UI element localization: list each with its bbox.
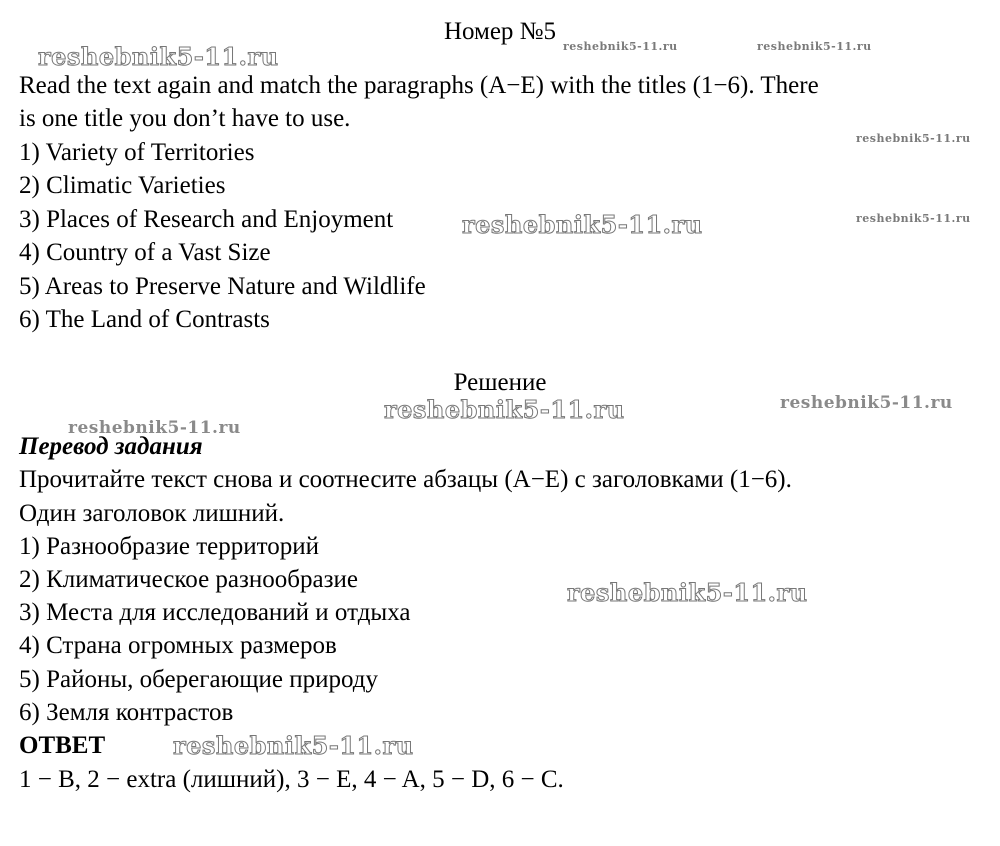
watermark: reshebnik5-11.ru xyxy=(173,731,414,760)
task-title-item: 6) The Land of Contrasts xyxy=(19,306,270,333)
translation-title-item: 1) Разнообразие территорий xyxy=(19,533,319,560)
translation-title-item: 4) Страна огромных размеров xyxy=(19,632,337,659)
task-title-item: 2) Climatic Varieties xyxy=(19,172,226,199)
watermark: reshebnik5-11.ru xyxy=(757,40,872,53)
watermark: reshebnik5-11.ru xyxy=(856,212,971,225)
task-instruction-line-1: Read the text again and match the paragraphs (A−E) with the titles (1−6). There xyxy=(19,72,819,99)
task-title-item: 5) Areas to Preserve Nature and Wildlife xyxy=(19,273,426,300)
translation-heading: Перевод задания xyxy=(19,433,203,460)
translation-line-2: Один заголовок лишний. xyxy=(19,500,285,527)
task-instruction-line-2: is one title you don’t have to use. xyxy=(19,105,351,132)
task-title-item: 3) Places of Research and Enjoyment xyxy=(19,206,394,233)
watermark: reshebnik5-11.ru xyxy=(856,132,971,145)
translation-title-item: 5) Районы, оберегающие природу xyxy=(19,666,378,693)
watermark: reshebnik5-11.ru xyxy=(384,395,625,424)
watermark: reshebnik5-11.ru xyxy=(563,40,678,53)
task-title-item: 4) Country of a Vast Size xyxy=(19,239,271,266)
translation-title-item: 3) Места для исследований и отдыха xyxy=(19,599,411,626)
watermark: reshebnik5-11.ru xyxy=(567,578,808,607)
answer-text: 1 − B, 2 − extra (лишний), 3 − E, 4 − A, 5 − D, 6 − C. xyxy=(19,766,564,793)
watermark: reshebnik5-11.ru xyxy=(462,210,703,239)
answer-label: ОТВЕТ xyxy=(19,732,106,759)
translation-title-item: 2) Климатическое разнообразие xyxy=(19,566,358,593)
watermark: reshebnik5-11.ru xyxy=(780,393,953,413)
watermark: reshebnik5-11.ru xyxy=(68,418,241,438)
solution-heading: Решение xyxy=(453,369,547,396)
translation-title-item: 6) Земля контрастов xyxy=(19,699,234,726)
task-title-item: 1) Variety of Territories xyxy=(19,139,255,166)
page-title: Номер №5 xyxy=(443,18,557,45)
watermark: reshebnik5-11.ru xyxy=(38,42,279,71)
translation-line-1: Прочитайте текст снова и соотнесите абзацы (A−E) с заголовками (1−6). xyxy=(19,466,792,493)
